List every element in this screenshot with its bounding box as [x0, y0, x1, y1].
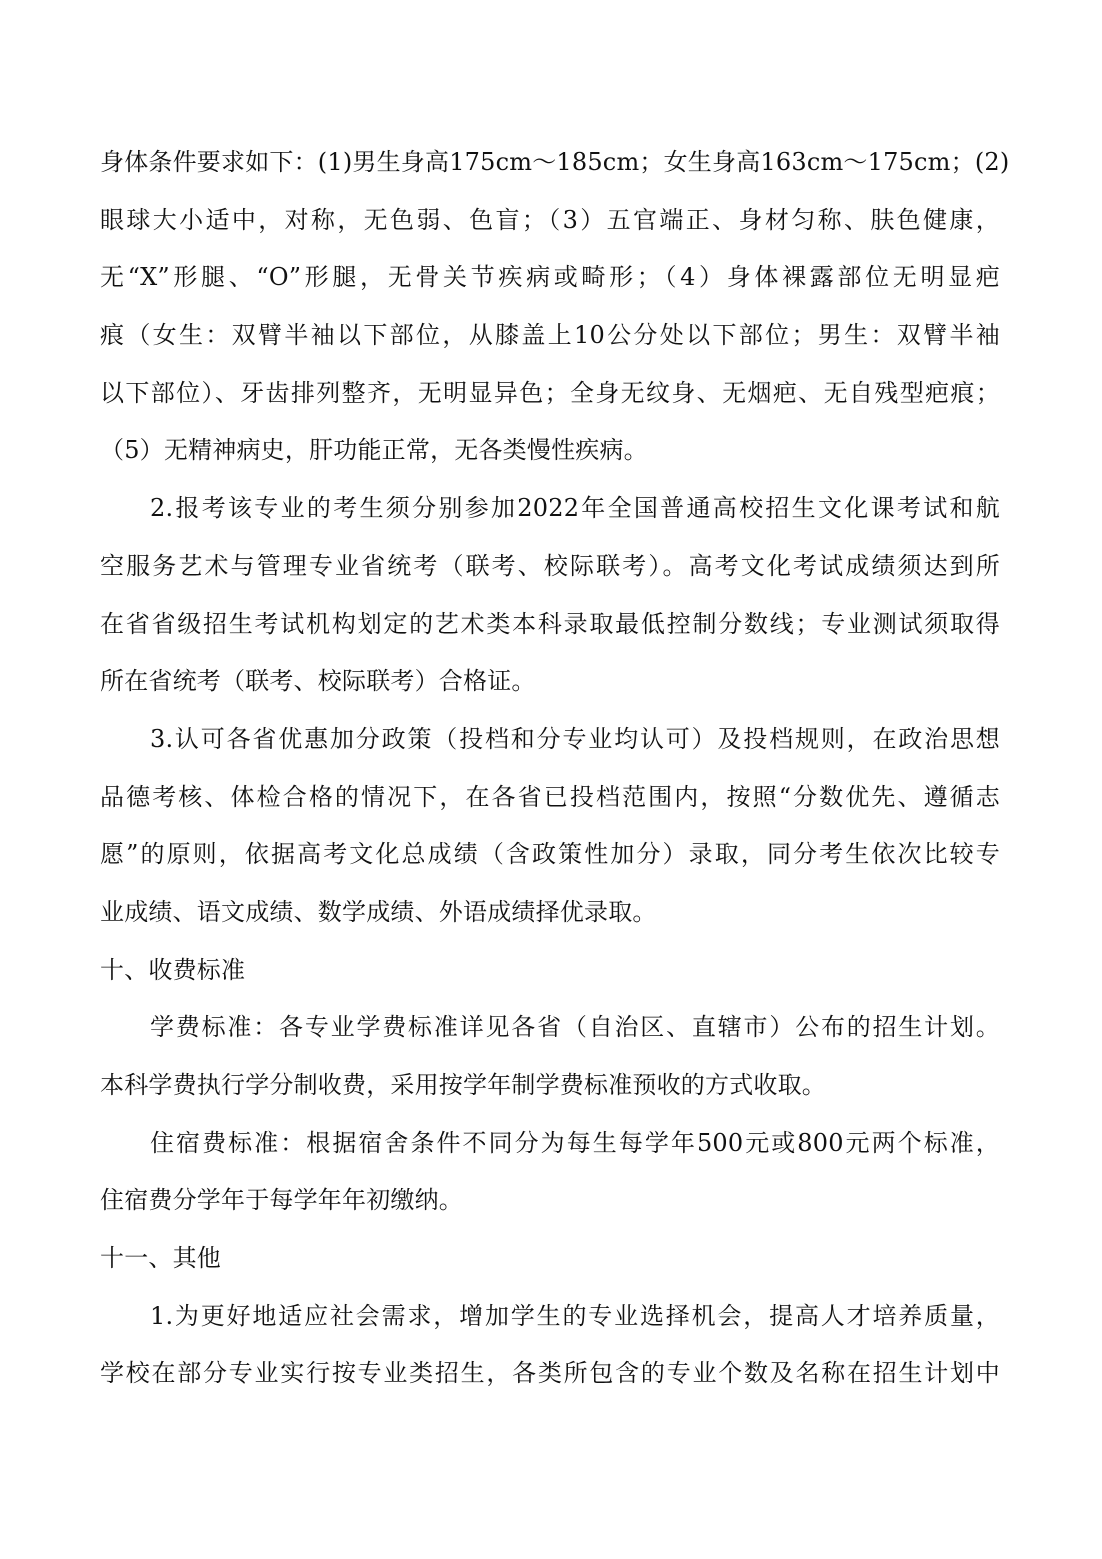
paragraph-item-2-exam-requirements: [100, 480, 1000, 711]
text-line: 所在省统考（联考、校际联考）合格证。: [100, 667, 536, 696]
paragraph-accommodation-fee: [100, 1115, 1000, 1230]
section-heading-fees: [100, 942, 1000, 1000]
text-line: 空服务艺术与管理专业省统考（联考、校际联考）。高考文化考试成绩须达到所: [100, 551, 1000, 580]
text-line: 2.报考该专业的考生须分别参加2022年全国普通高校招生文化课考试和航: [150, 494, 1000, 523]
text-line: 无“X”形腿、“O”形腿，无骨关节疾病或畸形；（4）身体裸露部位无明显疤: [100, 263, 1000, 292]
text-line: 3.认可各省优惠加分政策（投档和分专业均认可）及投档规则，在政治思想: [150, 724, 1000, 753]
section-heading-other: [100, 1230, 1000, 1288]
text-line: 眼球大小适中，对称，无色弱、色盲；（3）五官端正、身材匀称、肤色健康，: [100, 205, 1000, 234]
document-page: [100, 134, 1010, 1403]
text-line: 业成绩、语文成绩、数学成绩、外语成绩择优录取。: [100, 897, 657, 926]
paragraph-item-3-admission-rules: [100, 711, 1000, 942]
text-line: 身体条件要求如下：(1)男生身高175cm～185cm；女生身高163cm～175cm；(2): [100, 148, 1010, 176]
text-line: 住宿费标准：根据宿舍条件不同分为每生每学年500元或800元两个标准，: [150, 1128, 1000, 1157]
text-line: 本科学费执行学分制收费，采用按学年制学费标准预收的方式收取。: [100, 1071, 826, 1099]
text-line: 1.为更好地适应社会需求，增加学生的专业选择机会，提高人才培养质量，: [150, 1301, 1000, 1330]
paragraph-other-item-1: [100, 1288, 1000, 1403]
heading-text: 十、收费标准: [100, 955, 246, 984]
paragraph-tuition-standard: [100, 999, 1000, 1114]
paragraph-physical-requirements: [100, 134, 1010, 480]
text-line: 学费标准：各专业学费标准详见各省（自治区、直辖市）公布的招生计划。: [150, 1013, 1000, 1042]
text-line: 品德考核、体检合格的情况下，在各省已投档范围内，按照“分数优先、遵循志: [100, 782, 1000, 811]
text-line: 愿”的原则，依据高考文化总成绩（含政策性加分）录取，同分考生依次比较专: [100, 840, 1000, 869]
text-line: 住宿费分学年于每学年年初缴纳。: [100, 1186, 463, 1215]
heading-text: 十一、其他: [100, 1244, 221, 1273]
text-line: 在省省级招生考试机构划定的艺术类本科录取最低控制分数线；专业测试须取得: [100, 609, 1000, 638]
text-line: 痕（女生：双臂半袖以下部位，从膝盖上10公分处以下部位；男生：双臂半袖: [100, 321, 1000, 350]
text-line: （5）无精神病史，肝功能正常，无各类慢性疾病。: [100, 436, 648, 465]
text-line: 以下部位）、牙齿排列整齐，无明显异色；全身无纹身、无烟疤、无自残型疤痕；: [100, 378, 1000, 407]
text-line: 学校在部分专业实行按专业类招生，各类所包含的专业个数及名称在招生计划中: [100, 1359, 1000, 1388]
